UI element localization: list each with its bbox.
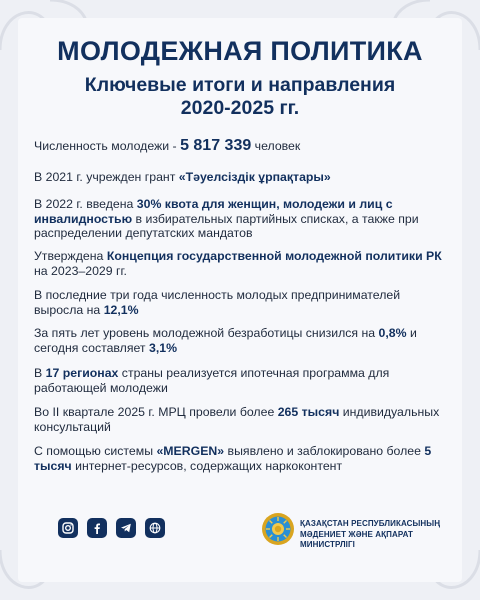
item-text: в избирательных партийных списках, а также при распределении депутатских мандатов <box>34 211 419 240</box>
list-item <box>34 288 452 317</box>
item-text: В 2022 г. введена <box>34 197 137 211</box>
list-item <box>34 139 452 154</box>
item-text: и сегодня составляет <box>34 326 417 355</box>
subtitle-years: 2020-2025 гг. <box>180 97 300 119</box>
item-text: За пять лет уровень молодежной безработицы снизился на <box>34 326 379 340</box>
item-text: выявлено и заблокировано более <box>224 444 425 458</box>
list-item <box>34 197 452 241</box>
item-text: Численность молодежи - <box>34 139 181 153</box>
list-item <box>34 405 452 434</box>
kazakhstan-emblem-icon <box>261 512 295 546</box>
item-text: интернет-ресурсов, содержащих наркоконтент <box>71 458 343 473</box>
page-title: МОЛОДЕЖНАЯ ПОЛИТИКА <box>57 36 423 66</box>
ministry-line: МӘДЕНИЕТ ЖӘНЕ АҚПАРАТ МИНИСТРЛІГІ <box>300 529 414 549</box>
page-subtitle <box>40 74 440 120</box>
ministry-line: ҚАЗАҚСТАН РЕСПУБЛИКАСЫНЫҢ <box>300 519 441 528</box>
website-icon[interactable] <box>145 518 165 538</box>
list-item <box>34 366 452 395</box>
item-highlight: 0,8% <box>378 326 407 340</box>
item-highlight: 17 регионах <box>45 366 119 380</box>
item-highlight: Концепция государственной молодежной политики РК <box>106 249 442 263</box>
list-item <box>34 249 452 278</box>
item-highlight: 5 тысяч <box>34 444 432 473</box>
item-highlight: «MERGEN» <box>156 444 225 458</box>
item-highlight: «Тәуелсіздік ұрпақтары» <box>178 170 331 184</box>
social-links <box>58 518 165 538</box>
list-item <box>34 326 452 355</box>
item-highlight: 30% квота для женщин, молодежи и лиц с инвалидностью <box>34 197 393 226</box>
item-highlight: 3,1% <box>148 340 178 355</box>
instagram-icon[interactable] <box>58 518 78 538</box>
ministry-name <box>300 519 460 551</box>
item-text: страны реализуется ипотечная программа для работающей молодежи <box>34 366 390 395</box>
facebook-icon[interactable] <box>87 518 107 538</box>
item-text: С помощью системы <box>34 444 157 458</box>
list-item <box>34 170 452 185</box>
item-highlight: 5 817 339 <box>180 137 252 154</box>
item-highlight: 265 тысяч <box>277 405 340 419</box>
item-text: индивидуальных консультаций <box>34 405 440 434</box>
subtitle-line: Ключевые итоги и направления <box>84 74 396 96</box>
telegram-icon[interactable] <box>116 518 136 538</box>
item-text: человек <box>251 139 301 153</box>
item-text: В <box>34 366 46 380</box>
item-text: Утверждена <box>34 249 107 263</box>
item-text: В 2021 г. учрежден грант <box>34 170 179 184</box>
item-text: В последние три года численность молодых предпринимателей выросла на <box>34 288 401 317</box>
item-text: Во II квартале 2025 г. МРЦ провели более <box>34 405 278 419</box>
item-text: на 2023–2029 гг. <box>34 263 127 278</box>
item-highlight: 12,1% <box>103 302 139 317</box>
list-item <box>34 444 452 473</box>
